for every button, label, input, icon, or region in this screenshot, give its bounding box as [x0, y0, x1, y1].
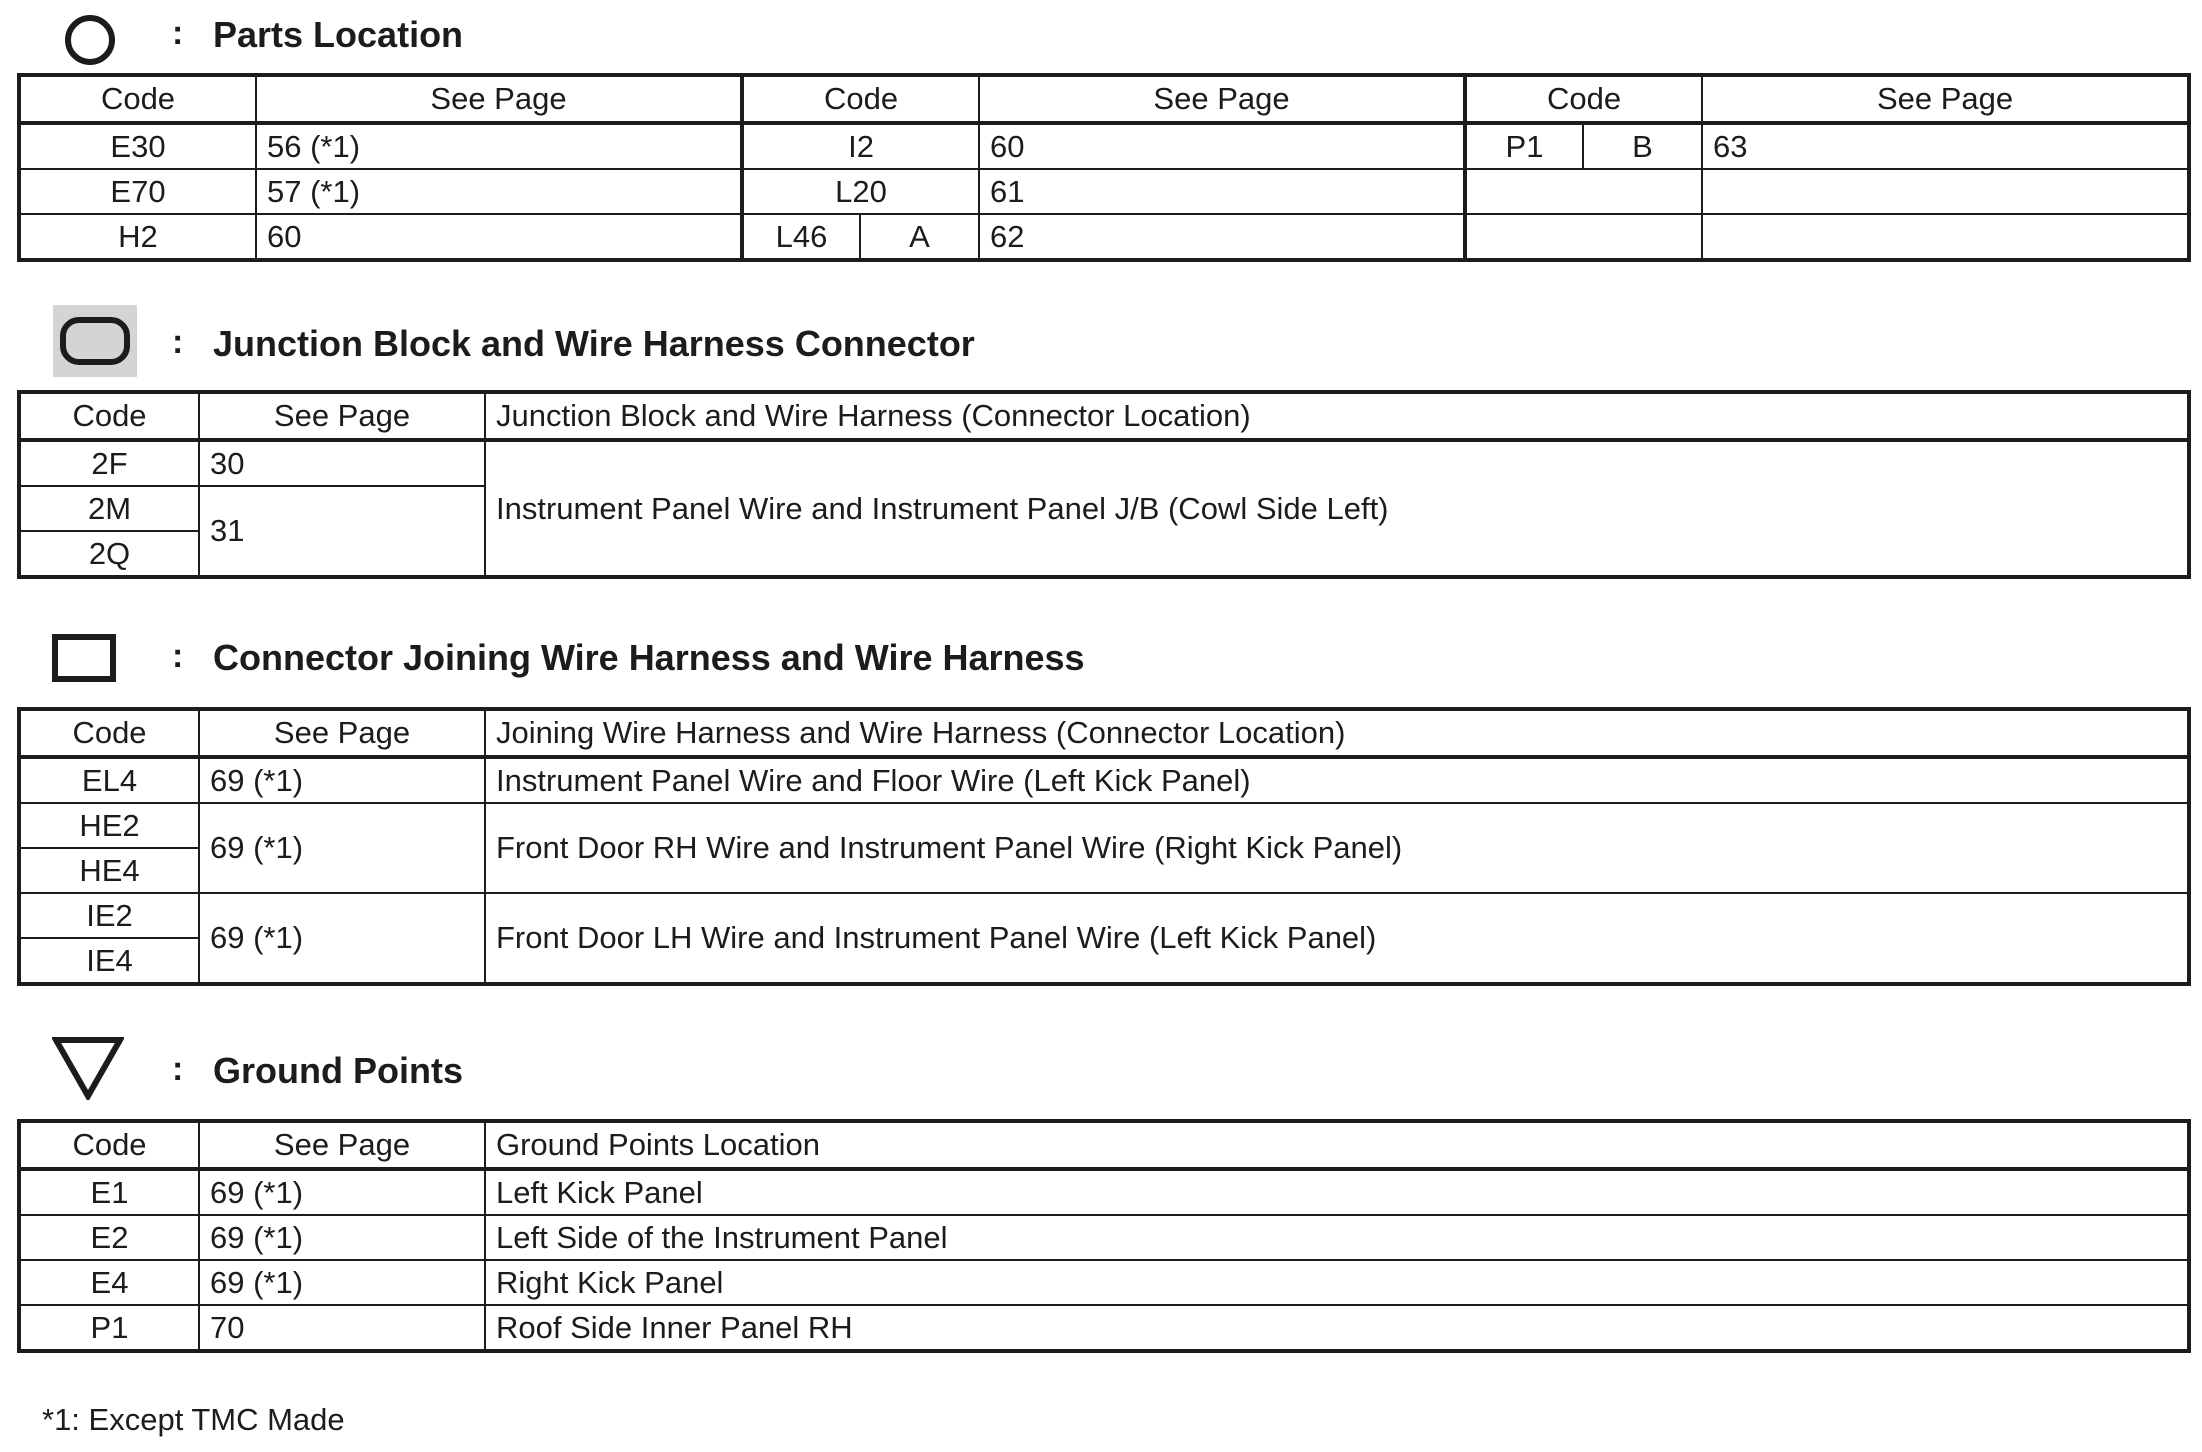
column-header: Code	[19, 709, 199, 757]
column-header: See Page	[256, 75, 742, 123]
code-cell: HE4	[19, 848, 199, 893]
code-cell	[1465, 169, 1702, 214]
code-cell: EL4	[19, 757, 199, 803]
column-header: Code	[742, 75, 979, 123]
page-cell: 61	[979, 169, 1465, 214]
junction-block-table	[17, 390, 2191, 579]
column-header: Joining Wire Harness and Wire Harness (Connector Location)	[485, 709, 2189, 757]
table-row	[19, 169, 2189, 214]
section-colon: :	[172, 637, 184, 675]
code-cell: 2M	[19, 486, 199, 531]
ground-points-table	[17, 1119, 2191, 1353]
table-row	[19, 757, 2189, 803]
code-cell	[1465, 214, 1702, 260]
section-colon: :	[172, 14, 184, 52]
page-cell: 57 (*1)	[256, 169, 742, 214]
location-cell: Left Side of the Instrument Panel	[485, 1215, 2189, 1260]
table-header-row	[19, 392, 2189, 440]
column-header: See Page	[1702, 75, 2189, 123]
location-cell: Front Door LH Wire and Instrument Panel Wire (Left Kick Panel)	[485, 893, 2189, 984]
code-cell: 2Q	[19, 531, 199, 577]
code-cell: IE2	[19, 893, 199, 938]
column-header: Code	[19, 1121, 199, 1169]
code-cell: 2F	[19, 440, 199, 486]
location-cell: Instrument Panel Wire and Instrument Panel J/B (Cowl Side Left)	[485, 440, 2189, 577]
connector-joining-table	[17, 707, 2191, 986]
location-cell: Instrument Panel Wire and Floor Wire (Left Kick Panel)	[485, 757, 2189, 803]
table-header-row	[19, 75, 2189, 123]
table-row	[19, 1260, 2189, 1305]
column-header: Code	[1465, 75, 1702, 123]
location-cell: Front Door RH Wire and Instrument Panel Wire (Right Kick Panel)	[485, 803, 2189, 893]
page-cell	[1702, 214, 2189, 260]
section-colon: :	[172, 1050, 184, 1088]
location-cell: Right Kick Panel	[485, 1260, 2189, 1305]
code-cell: I2	[742, 123, 979, 169]
rectangle-icon	[52, 634, 116, 682]
column-header: Junction Block and Wire Harness (Connector Location)	[485, 392, 2189, 440]
code-cell: E2	[19, 1215, 199, 1260]
page-cell: 69 (*1)	[199, 1260, 485, 1305]
page-cell: 69 (*1)	[199, 1215, 485, 1260]
parts-location-header	[0, 6, 2202, 66]
column-header: Ground Points Location	[485, 1121, 2189, 1169]
column-header: See Page	[199, 392, 485, 440]
table-row	[19, 893, 2189, 938]
code-cell: P1	[1465, 123, 1583, 169]
location-cell: Roof Side Inner Panel RH	[485, 1305, 2189, 1351]
table-row	[19, 123, 2189, 169]
table-header-row	[19, 709, 2189, 757]
code-variant-cell: A	[860, 214, 979, 260]
page-cell: 69 (*1)	[199, 893, 485, 984]
page-cell: 60	[979, 123, 1465, 169]
page-cell: 60	[256, 214, 742, 260]
footnote: *1: Except TMC Made	[42, 1402, 345, 1437]
code-cell: L46	[742, 214, 860, 260]
page-cell: 31	[199, 486, 485, 577]
page-cell: 30	[199, 440, 485, 486]
code-cell: L20	[742, 169, 979, 214]
section-title: Connector Joining Wire Harness and Wire Harness	[213, 637, 1085, 678]
table-row	[19, 440, 2189, 486]
section-title: Junction Block and Wire Harness Connector	[213, 323, 975, 364]
table-header-row	[19, 1121, 2189, 1169]
page-cell: 70	[199, 1305, 485, 1351]
section-title: Ground Points	[213, 1050, 463, 1091]
page-cell: 69 (*1)	[199, 757, 485, 803]
code-cell: E30	[19, 123, 256, 169]
page-cell: 69 (*1)	[199, 1169, 485, 1215]
column-header: Code	[19, 75, 256, 123]
code-cell: E1	[19, 1169, 199, 1215]
code-cell: H2	[19, 214, 256, 260]
page-cell: 63	[1702, 123, 2189, 169]
column-header: Code	[19, 392, 199, 440]
connector-joining-header	[0, 627, 2202, 687]
code-cell: P1	[19, 1305, 199, 1351]
code-cell: HE2	[19, 803, 199, 848]
section-title: Parts Location	[213, 14, 464, 55]
circle-icon	[62, 12, 118, 68]
page-cell: 62	[979, 214, 1465, 260]
ground-points-header	[0, 1036, 2202, 1096]
page-cell	[1702, 169, 2189, 214]
column-header: See Page	[979, 75, 1465, 123]
code-cell: IE4	[19, 938, 199, 984]
junction-block-header	[0, 305, 2202, 365]
code-cell: E70	[19, 169, 256, 214]
table-row	[19, 1305, 2189, 1351]
column-header: See Page	[199, 709, 485, 757]
rounded-rectangle-icon	[53, 305, 137, 377]
table-row	[19, 214, 2189, 260]
code-variant-cell: B	[1583, 123, 1702, 169]
triangle-down-icon	[52, 1036, 124, 1100]
page-cell: 69 (*1)	[199, 803, 485, 893]
table-row	[19, 1215, 2189, 1260]
location-cell: Left Kick Panel	[485, 1169, 2189, 1215]
page-cell: 56 (*1)	[256, 123, 742, 169]
column-header: See Page	[199, 1121, 485, 1169]
section-colon: :	[172, 323, 184, 361]
parts-location-table	[17, 73, 2191, 262]
table-row	[19, 803, 2189, 848]
code-cell: E4	[19, 1260, 199, 1305]
table-row	[19, 1169, 2189, 1215]
